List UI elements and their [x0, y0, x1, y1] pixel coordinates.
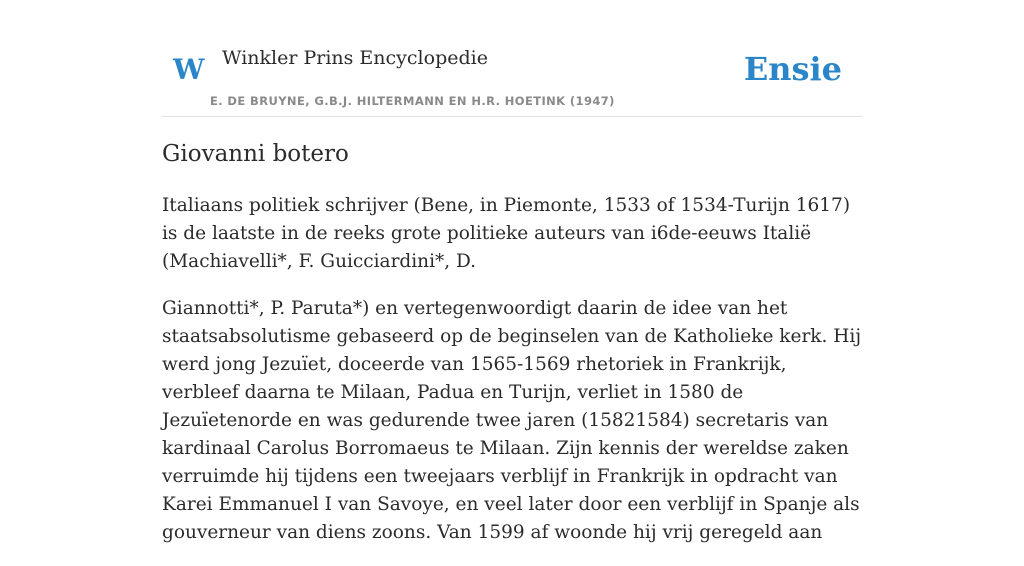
- article-title: Giovanni botero: [162, 141, 349, 167]
- article-body: [162, 192, 862, 566]
- article-paragraph: Giannotti*, P. Paruta*) en vertegenwoordigt daarin de idee van het staatsabsolutisme gebaseerd op de beginselen van de Katholieke kerk. Hij werd jong Jezuïet, doceerde van 1565-1569 rhetoriek in Frankrijk, verbleef daarna te Milaan, Padua en Turijn, verliet in 1580 de Jezuïetenorde en was gedurende twee jaren (15821584) secretaris van kardinaal Carolus Borromaeus te Milaan. Zijn kennis der wereldse zaken verruimde hij tijdens een tweejaars verblijf in Frankrijk in opdracht van Karei Emmanuel I van Savoye, en veel later door een verblijf in Spanje als gouverneur van diens zoons. Van 1599 af woonde hij vrij geregeld aan: [162, 298, 862, 543]
- article-paragraph: Italiaans politiek schrijver (Bene, in Piemonte, 1533 of 1534-Turijn 1617) is de laatste in de reeks grote politieke auteurs van i6de-eeuws Italië (Machiavelli*, F. Guicciardini*, D.: [162, 195, 851, 272]
- page: [162, 0, 862, 543]
- winkler-prins-logo[interactable]: W: [173, 53, 205, 86]
- ensie-brand-logo[interactable]: Ensie: [743, 50, 842, 88]
- source-authors: E. DE BRUYNE, G.B.J. HILTERMANN EN H.R. HOETINK (1947): [210, 94, 615, 108]
- source-title[interactable]: Winkler Prins Encyclopedie: [222, 47, 488, 69]
- source-header: [162, 0, 862, 117]
